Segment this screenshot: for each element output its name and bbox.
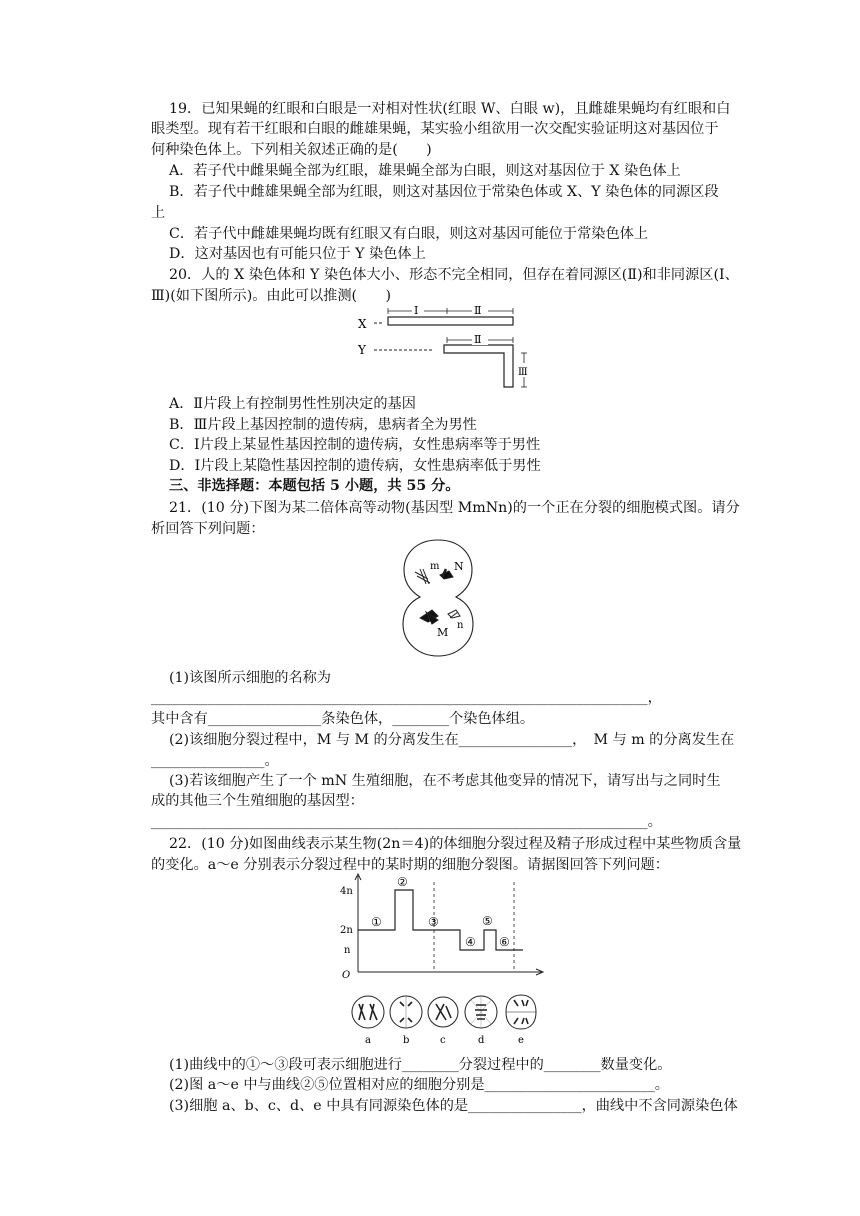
- region-1-label: Ⅰ: [414, 304, 419, 317]
- segment-5-label: ⑤: [482, 914, 493, 928]
- y-chromosome-bar: [444, 345, 513, 387]
- q21-part3-line2: 成的其他三个生殖细胞的基因型：: [151, 793, 364, 809]
- cell-b-label: b: [403, 1035, 410, 1046]
- xy-chromosome-diagram: [352, 300, 542, 392]
- y-tick-4n: 4n: [340, 886, 353, 897]
- cell-a-label: a: [365, 1035, 371, 1046]
- q20-option-c: C．Ⅰ片段上某显性基因控制的遗传病，女性患病率等于男性: [169, 437, 541, 453]
- allele-M-label: M: [437, 626, 449, 639]
- allele-N-label: N: [454, 560, 464, 573]
- q19-option-d: D．这对基因也有可能只位于 Y 染色体上: [169, 246, 426, 262]
- dna-content-curve: [338, 872, 548, 980]
- q21-part2-line1: (2)该细胞分裂过程中，M 与 M 的分离发生在________________， M 与 m 的分离发生在: [169, 732, 735, 748]
- q19-option-b-line2: 上: [151, 205, 166, 221]
- q21-part3-line1: (3)若该细胞产生了一个 mN 生殖细胞，在不考虑其他变异的情况下，请写出与之同时生: [169, 773, 721, 789]
- q20-option-b: B．Ⅲ片段上基因控制的遗传病，患病者全为男性: [169, 417, 477, 433]
- q19-stem-line3: 何种染色体上。下列相关叙述正确的是( ): [151, 142, 432, 158]
- x-chromosome-label: X: [358, 317, 367, 331]
- allele-n-label: n: [457, 620, 464, 631]
- q22-part3: (3)细胞 a、b、c、d、e 中具有同源染色体的是________________，曲线中不含同源染色体: [169, 1098, 738, 1114]
- x-chromosome-bar: [388, 317, 513, 325]
- q22-stem-line1: 22．(10 分)如图曲线表示某生物(2n＝4)的体细胞分裂过程及精子形成过程中某些物质含量: [169, 836, 742, 852]
- cell-b: [390, 996, 422, 1028]
- q22-part2: (2)图 a～e 中与曲线②⑤位置相对应的细胞分别是________________________。: [169, 1077, 669, 1093]
- q20-stem-line2: Ⅲ)(如下图所示)。由此可以推测( ): [151, 288, 391, 304]
- q19-stem-line2: 眼类型。现有若干红眼和白眼的雌雄果蝇，某实验小组欲用一次交配实验证明这对基因位于: [151, 121, 719, 137]
- cell-d-label: d: [478, 1035, 485, 1046]
- q20-stem-line1: 20．人的 X 染色体和 Y 染色体大小、形态不完全相同，但存在着同源区(Ⅱ)和非同源区(Ⅰ、: [169, 267, 739, 283]
- origin-label: O: [342, 970, 351, 980]
- cell-division-stages: [346, 990, 542, 1046]
- q21-part1-line1: (1)该图所示细胞的名称为: [169, 670, 331, 686]
- region-3-label: Ⅲ: [518, 367, 528, 378]
- q21-stem-line2: 析回答下列问题：: [151, 521, 265, 537]
- q21-part2-line2: ________________。: [151, 753, 279, 769]
- q19-stem-line1: 19．已知果蝇的红眼和白眼是一对相对性状(红眼 W、白眼 w)，且雌雄果蝇均有红眼和白: [169, 101, 731, 117]
- segment-1-label: ①: [371, 915, 382, 929]
- cell-e-label: e: [518, 1035, 524, 1046]
- region-2-label-y: Ⅱ: [474, 333, 482, 346]
- q22-stem-line2: 的变化。a～e 分别表示分裂过程中的某时期的细胞分裂图。请据图回答下列问题：: [151, 857, 669, 873]
- q21-part1-line3: 其中含有________________条染色体，________个染色体组。: [151, 711, 535, 727]
- segment-2-label: ②: [397, 875, 408, 889]
- segment-3-label: ③: [428, 915, 439, 929]
- allele-m-label: m: [430, 561, 440, 572]
- region-2-label-x: Ⅱ: [474, 304, 482, 317]
- cell-a: [352, 996, 384, 1028]
- q21-part3-blank: ______________________________________________________________________。: [151, 814, 662, 830]
- q19-option-c: C．若子代中雌雄果蝇均既有红眼又有白眼，则这对基因可能位于常染色体上: [169, 226, 649, 242]
- q20-option-d: D．Ⅰ片段上某隐性基因控制的遗传病，女性患病率低于男性: [169, 458, 541, 474]
- cell-c-label: c: [440, 1035, 446, 1046]
- y-tick-2n: 2n: [340, 925, 353, 936]
- y-chromosome-label: Y: [358, 343, 366, 357]
- segment-6-label: ⑥: [499, 935, 510, 949]
- q21-part1-blank1: ______________________________________________________________________，: [151, 690, 662, 706]
- dividing-cell-diagram: [398, 538, 478, 660]
- cell-d: [465, 996, 497, 1028]
- section-3-heading: 三、非选择题：本题包括 5 小题，共 55 分。: [169, 478, 460, 494]
- y-tick-n: n: [344, 945, 351, 956]
- q19-option-b-line1: B．若子代中雌雄果蝇全部为红眼，则这对基因位于常染色体或 X、Y 染色体的同源区段: [169, 184, 719, 200]
- q19-option-a: A．若子代中雌果蝇全部为红眼，雄果蝇全部为白眼，则这对基因位于 X 染色体上: [169, 163, 681, 179]
- q21-stem-line1: 21．(10 分)下图为某二倍体高等动物(基因型 MmNn)的一个正在分裂的细胞模式图。请分: [169, 500, 740, 516]
- q22-part1: (1)曲线中的①～③段可表示细胞进行________分裂过程中的________数量变化。: [169, 1057, 672, 1073]
- cell-e: [506, 995, 536, 1029]
- segment-4-label: ④: [465, 935, 476, 949]
- q20-option-a: A．Ⅱ片段上有控制男性性别决定的基因: [169, 396, 416, 412]
- cell-c: [428, 997, 458, 1027]
